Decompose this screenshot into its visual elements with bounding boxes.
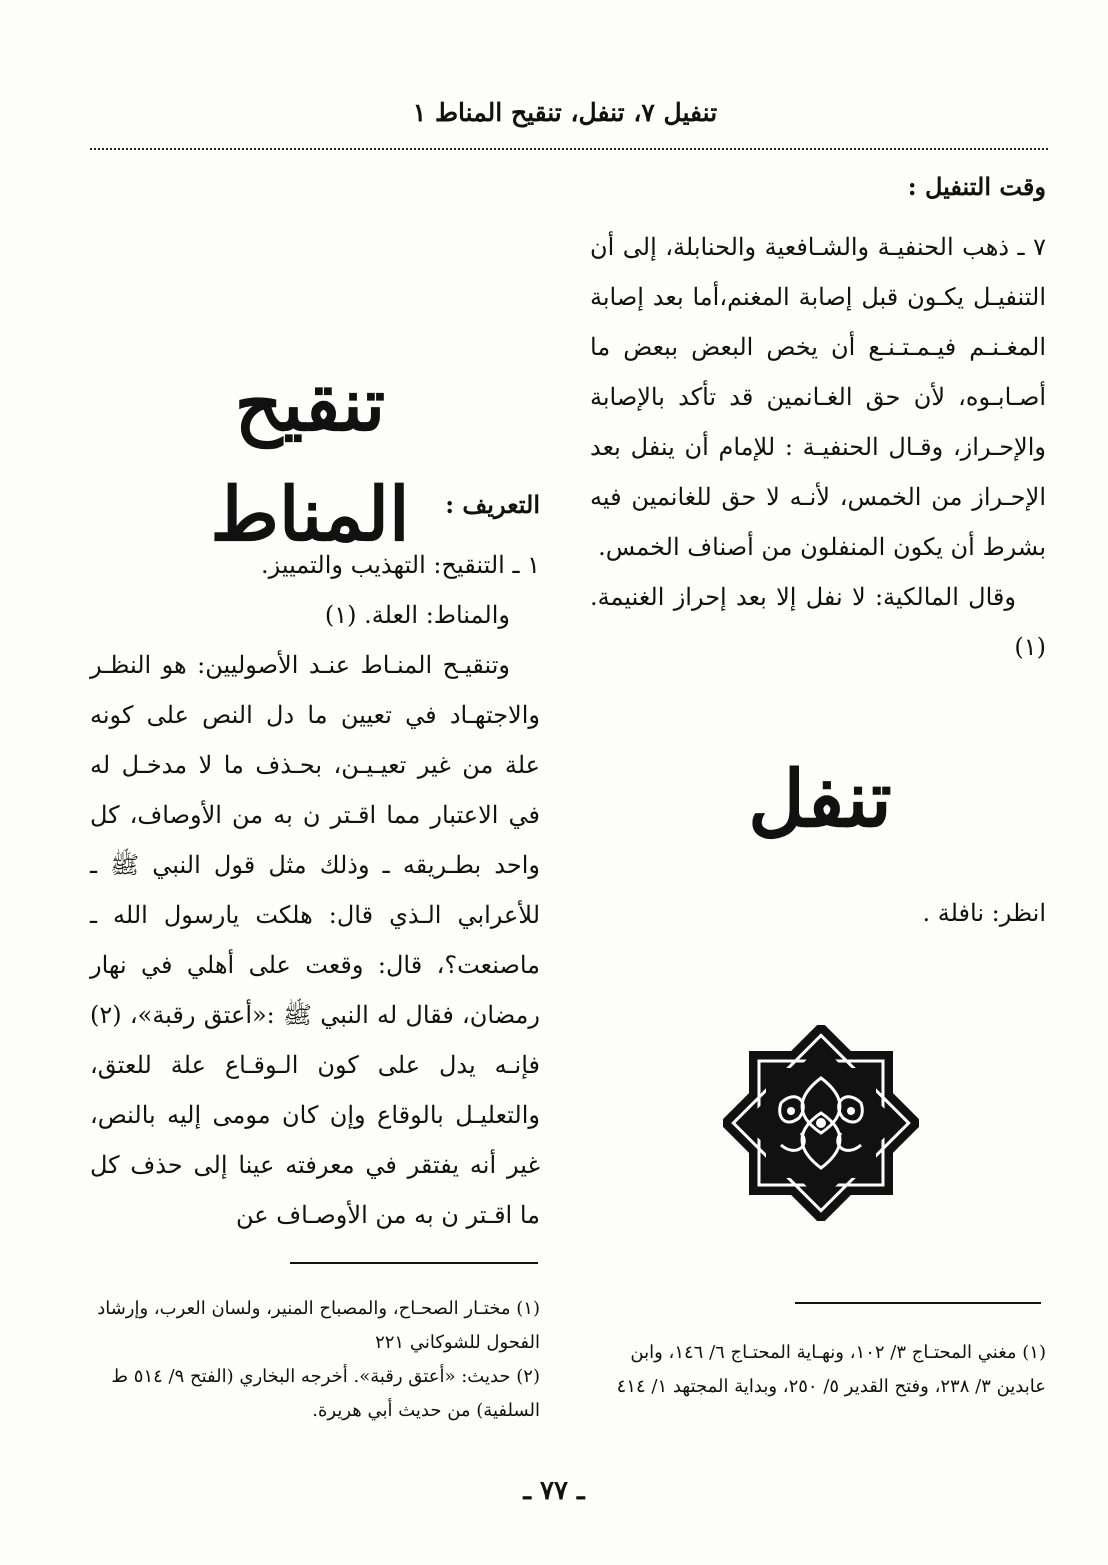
footnote: (١) مختـار الصحـاح، والمصباح المنير، ولسان العرب، وإرشاد الفحول للشوكاني ٢٢١ (97, 1298, 540, 1353)
paragraph: ١ ـ التنقيح: التهذيب والتمييز. (260, 551, 540, 579)
entry-title-tanaffal: تنفل (748, 754, 892, 845)
left-column-body (90, 540, 540, 1240)
paragraph: وتنقيـح المنـاط عنـد الأصوليين: هو النظـر والاجتهـاد في تعيين ما دل النص على كونه علة من غير تعيـيـن، بحـذف ما لا مدخـل له في الاعتبار مما اقـتر ن به من الأوصاف، كل واحد بطـريقه ـ وذلك مثل قول النبي ﷺ ـ للأعرابي الـذي قال: هلكت يارسول الله ـ ماصنعت؟، قال: وقعت على أهلي في نهار رمضان، فقال له النبي ﷺ :«أعتق رقبة»، (٢) فإنـه يدل على كون الـوقـاع علة للعتق، والتعليـل بالوقاع وإن كان مومى إليه بالنص، غير أنه يفتقر في معرفته عينا إلى حذف كل ما اقـتر ن به من الأوصـاف عن (90, 651, 540, 1229)
footnote: (٢) حديث: «أعتق رقبة». أخرجه البخاري (الفتح ٩/ ٥١٤ ط السلفية) من حديث أبي هريرة. (111, 1366, 540, 1421)
right-column-body (590, 222, 1046, 672)
footnotes-right (590, 1336, 1046, 1404)
see-also-reference: انظر: نافلة . (922, 899, 1046, 927)
section-heading-definition: التعريف : (445, 490, 540, 519)
paragraph: والمناط: العلة. (١) (324, 601, 510, 629)
footnote: (١) مغني المحتـاج ٣/ ١٠٢، ونهـاية المحتـاج ٦/ ١٤٦، وابن عابدين ٣/ ٢٣٨، وفتح القدير ٥/ ٢٥٠، وبداية المجتهد ١/ ٤١٤ (616, 1342, 1046, 1397)
footnotes-left (90, 1292, 540, 1428)
section-heading-tanfil-time: وقت التنفيل : (907, 172, 1046, 201)
entry-title-tanqih-al-manat: تنقيح المناط (210, 362, 410, 558)
paragraph: وقال المالكية: لا نفل إلا بعد إحراز الغنيمة. (١) (590, 583, 1046, 661)
running-header: تنفيل ٧، تنفل، تنقيح المناط ١ (412, 98, 718, 127)
footnote-divider-right (795, 1302, 1041, 1304)
header-divider (90, 148, 1048, 150)
paragraph: ٧ ـ ذهب الحنفيـة والشـافعية والحنابلة، إلى أن التنفيـل يكـون قبل إصابة المغنم،أما بعد إصابة المغـنـم فيـمـتـنـع أن يخص البعض ببعض ما أصـابـوه، لأن حق الغـانمين قد تأكد بالإصابة والإحـراز، وقـال الحنفيـة : للإمام أن ينفل بعد الإحـراز من الخمس، لأنـه لا حق للغانمين فيه بشرط أن يكون المنفلون من أصناف الخمس. (590, 233, 1046, 561)
page-number: ـ ٧٧ ـ (523, 1476, 585, 1506)
eight-point-star-arabesque-icon (723, 1025, 919, 1221)
footnote-divider-left (290, 1262, 538, 1264)
